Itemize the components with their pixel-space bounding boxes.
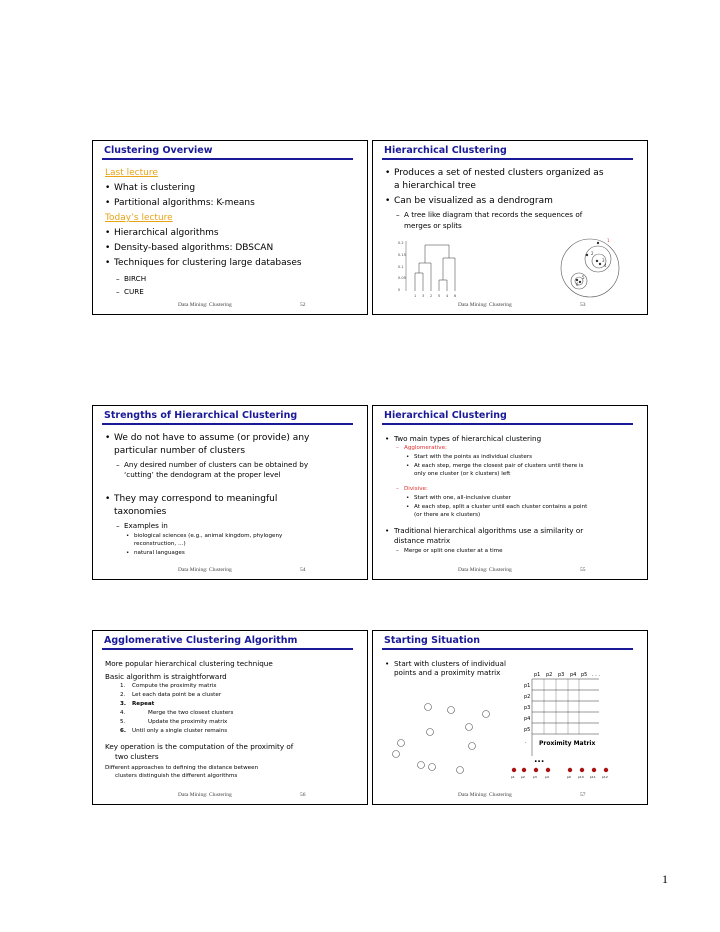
title-rule (382, 158, 633, 160)
xtick-label: 3 (422, 294, 425, 298)
point-circles (393, 704, 490, 774)
dot-label: p1 (511, 775, 515, 779)
list-item: • What is clustering (105, 183, 196, 193)
dot-label: p3 (533, 775, 537, 779)
slide-hierarchical-clustering (372, 140, 648, 315)
algo-step: 1. Compute the proximity matrix (120, 683, 217, 689)
title-rule (102, 648, 353, 650)
slide-footer: Data Mining: Clustering (458, 302, 512, 308)
dot-label: p9 (567, 775, 571, 779)
list-subsubitem: • At each step, split a cluster until each cluster contains a point (406, 504, 588, 510)
point-label: 2 (591, 251, 594, 256)
slide-agglomerative (92, 630, 368, 805)
proximity-figure (373, 661, 649, 791)
list-item: • Hierarchical algorithms (105, 228, 219, 238)
list-item: • Traditional hierarchical algorithms use a similarity or (385, 526, 584, 535)
matrix-row-header: p3 (524, 705, 531, 711)
point-label: 1 (607, 238, 610, 243)
list-subitem-cont: ‘cutting’ the dendogram at the proper level (124, 470, 281, 479)
list-item: • Density-based algorithms: DBSCAN (105, 243, 274, 253)
matrix-row-header: p1 (524, 683, 531, 689)
dot-label: p10 (578, 775, 584, 779)
slide-footer: Data Mining: Clustering (178, 302, 232, 308)
point-label: 6 (576, 282, 579, 287)
slide-footer: Data Mining: Clustering (458, 792, 512, 798)
slide-number: 55 (580, 567, 586, 573)
slide-strengths (92, 405, 368, 580)
slide-number: 57 (580, 792, 586, 798)
title-rule (382, 648, 633, 650)
list-item: • They may correspond to meaningful (105, 494, 278, 504)
text-line: More popular hierarchical clustering technique (105, 659, 273, 668)
matrix-row-header: . (525, 739, 527, 745)
list-subsubitem: • Start with the points as individual clusters (406, 454, 532, 460)
matrix-row-header: p5 (524, 727, 531, 733)
text-line: Basic algorithm is straightforward (105, 672, 227, 681)
matrix-caption: Proximity Matrix (539, 740, 596, 747)
list-item-cont: taxonomies (114, 507, 167, 517)
text-line: clusters distinguish the different algorithms (115, 773, 238, 779)
slide-footer: Data Mining: Clustering (458, 567, 512, 573)
slide-clustering-overview (92, 140, 368, 315)
section-heading: Today’s lecture (105, 213, 173, 223)
ytick-label: 0.2 (398, 241, 404, 245)
list-subitem-cont: merges or splits (404, 221, 462, 230)
algo-step: 3. Repeat (120, 701, 155, 707)
list-subitem: – Any desired number of clusters can be obtained by (116, 460, 309, 469)
list-subsubitem-cont: only one cluster (or k clusters) left (414, 471, 511, 477)
slide-number: 52 (300, 302, 306, 308)
slide-footer: Data Mining: Clustering (178, 792, 232, 798)
matrix-col-header: . . . (592, 672, 600, 678)
ytick-label: 0.05 (398, 276, 406, 280)
title-rule (102, 423, 353, 425)
point-label: 3 (602, 258, 605, 263)
matrix-col-header: p3 (558, 672, 565, 678)
list-item: • Start with clusters of individual (385, 659, 506, 668)
list-subitem: – Divisive: (396, 486, 428, 492)
slide-title: Hierarchical Clustering (384, 410, 507, 421)
xtick-label: 1 (414, 294, 417, 298)
list-item-cont: particular number of clusters (114, 446, 246, 456)
slide-number: 56 (300, 792, 306, 798)
dot-label: p4 (545, 775, 549, 779)
dot-row (512, 768, 608, 772)
matrix-col-header: p4 (570, 672, 577, 678)
xtick-label: 4 (446, 294, 449, 298)
list-item: • Produces a set of nested clusters organized as (385, 168, 604, 178)
page-number: 1 (662, 872, 668, 886)
slide-title: Starting Situation (384, 635, 481, 646)
list-subitem: – Examples in (116, 521, 168, 530)
list-subsubitem: • biological sciences (e.g., animal kingdom, phylogeny (126, 533, 283, 539)
xtick-label: 6 (454, 294, 457, 298)
algo-step: 6. Until only a single cluster remains (120, 728, 228, 734)
slide-number: 53 (580, 302, 586, 308)
list-item: • We do not have to assume (or provide) any (105, 433, 310, 443)
slide-title: Strengths of Hierarchical Clustering (104, 410, 298, 421)
point-label: 5 (582, 275, 585, 280)
algo-step: 4. Merge the two closest clusters (120, 710, 234, 716)
nested-clusters-diagram (561, 238, 619, 297)
algo-step: 5. Update the proximity matrix (120, 719, 228, 725)
ytick-label: 0 (398, 288, 401, 292)
list-subsubitem: • At each step, merge the closest pair of clusters until there is (406, 463, 584, 469)
list-subsubitem-cont: (or there are k clusters) (414, 512, 481, 518)
list-subsubitem: • Start with one, all-inclusive cluster (406, 495, 511, 501)
matrix-col-header: p5 (581, 672, 588, 678)
slide-hierarchical-types (372, 405, 648, 580)
xtick-label: 5 (438, 294, 441, 298)
title-rule (382, 423, 633, 425)
list-item: • Can be visualized as a dendrogram (385, 196, 553, 206)
dendrogram-figure (373, 233, 649, 303)
list-item: • Techniques for clustering large databases (105, 258, 302, 268)
list-subitem: – Agglomerative: (396, 445, 447, 451)
slide-title: Clustering Overview (104, 145, 213, 156)
text-line: Different approaches to defining the distance between (105, 765, 259, 771)
text-line: two clusters (115, 752, 159, 761)
slide-title: Agglomerative Clustering Algorithm (104, 635, 298, 646)
list-subsubitem-cont: reconstruction, …) (134, 541, 186, 547)
list-subitem: – A tree like diagram that records the sequences of (396, 210, 583, 219)
list-item-cont: distance matrix (394, 536, 451, 545)
proximity-matrix (524, 672, 600, 756)
dot-label: p12 (602, 775, 608, 779)
list-subitem: – Merge or split one cluster at a time (396, 548, 503, 554)
slide-number: 54 (300, 567, 306, 573)
list-item: • Two main types of hierarchical clustering (385, 434, 542, 443)
list-subsubitem: • natural languages (126, 550, 185, 556)
list-item-cont: a hierarchical tree (394, 181, 476, 191)
slide-footer: Data Mining: Clustering (178, 567, 232, 573)
section-heading: Last lecture (105, 168, 158, 178)
ellipsis: ... (534, 755, 545, 765)
slide-starting-situation (372, 630, 648, 805)
ytick-label: 0.15 (398, 253, 406, 257)
matrix-row-header: p2 (524, 694, 531, 700)
ytick-label: 0.1 (398, 265, 404, 269)
dot-label: p2 (521, 775, 525, 779)
xtick-label: 2 (430, 294, 433, 298)
matrix-col-header: p2 (546, 672, 553, 678)
matrix-row-header: p4 (524, 716, 531, 722)
slide-title: Hierarchical Clustering (384, 145, 507, 156)
title-rule (102, 158, 353, 160)
list-item: • Partitional algorithms: K-means (105, 198, 255, 208)
list-subitem: – BIRCH (116, 274, 147, 283)
algo-step: 2. Let each data point be a cluster (120, 692, 222, 698)
text-line: Key operation is the computation of the proximity of (105, 742, 294, 751)
list-item-cont: points and a proximity matrix (394, 668, 501, 677)
dendrogram-links (415, 245, 455, 291)
list-subitem: – CURE (116, 287, 144, 296)
dot-label: p11 (590, 775, 596, 779)
point-label: 4 (604, 263, 607, 268)
matrix-col-header: p1 (534, 672, 541, 678)
